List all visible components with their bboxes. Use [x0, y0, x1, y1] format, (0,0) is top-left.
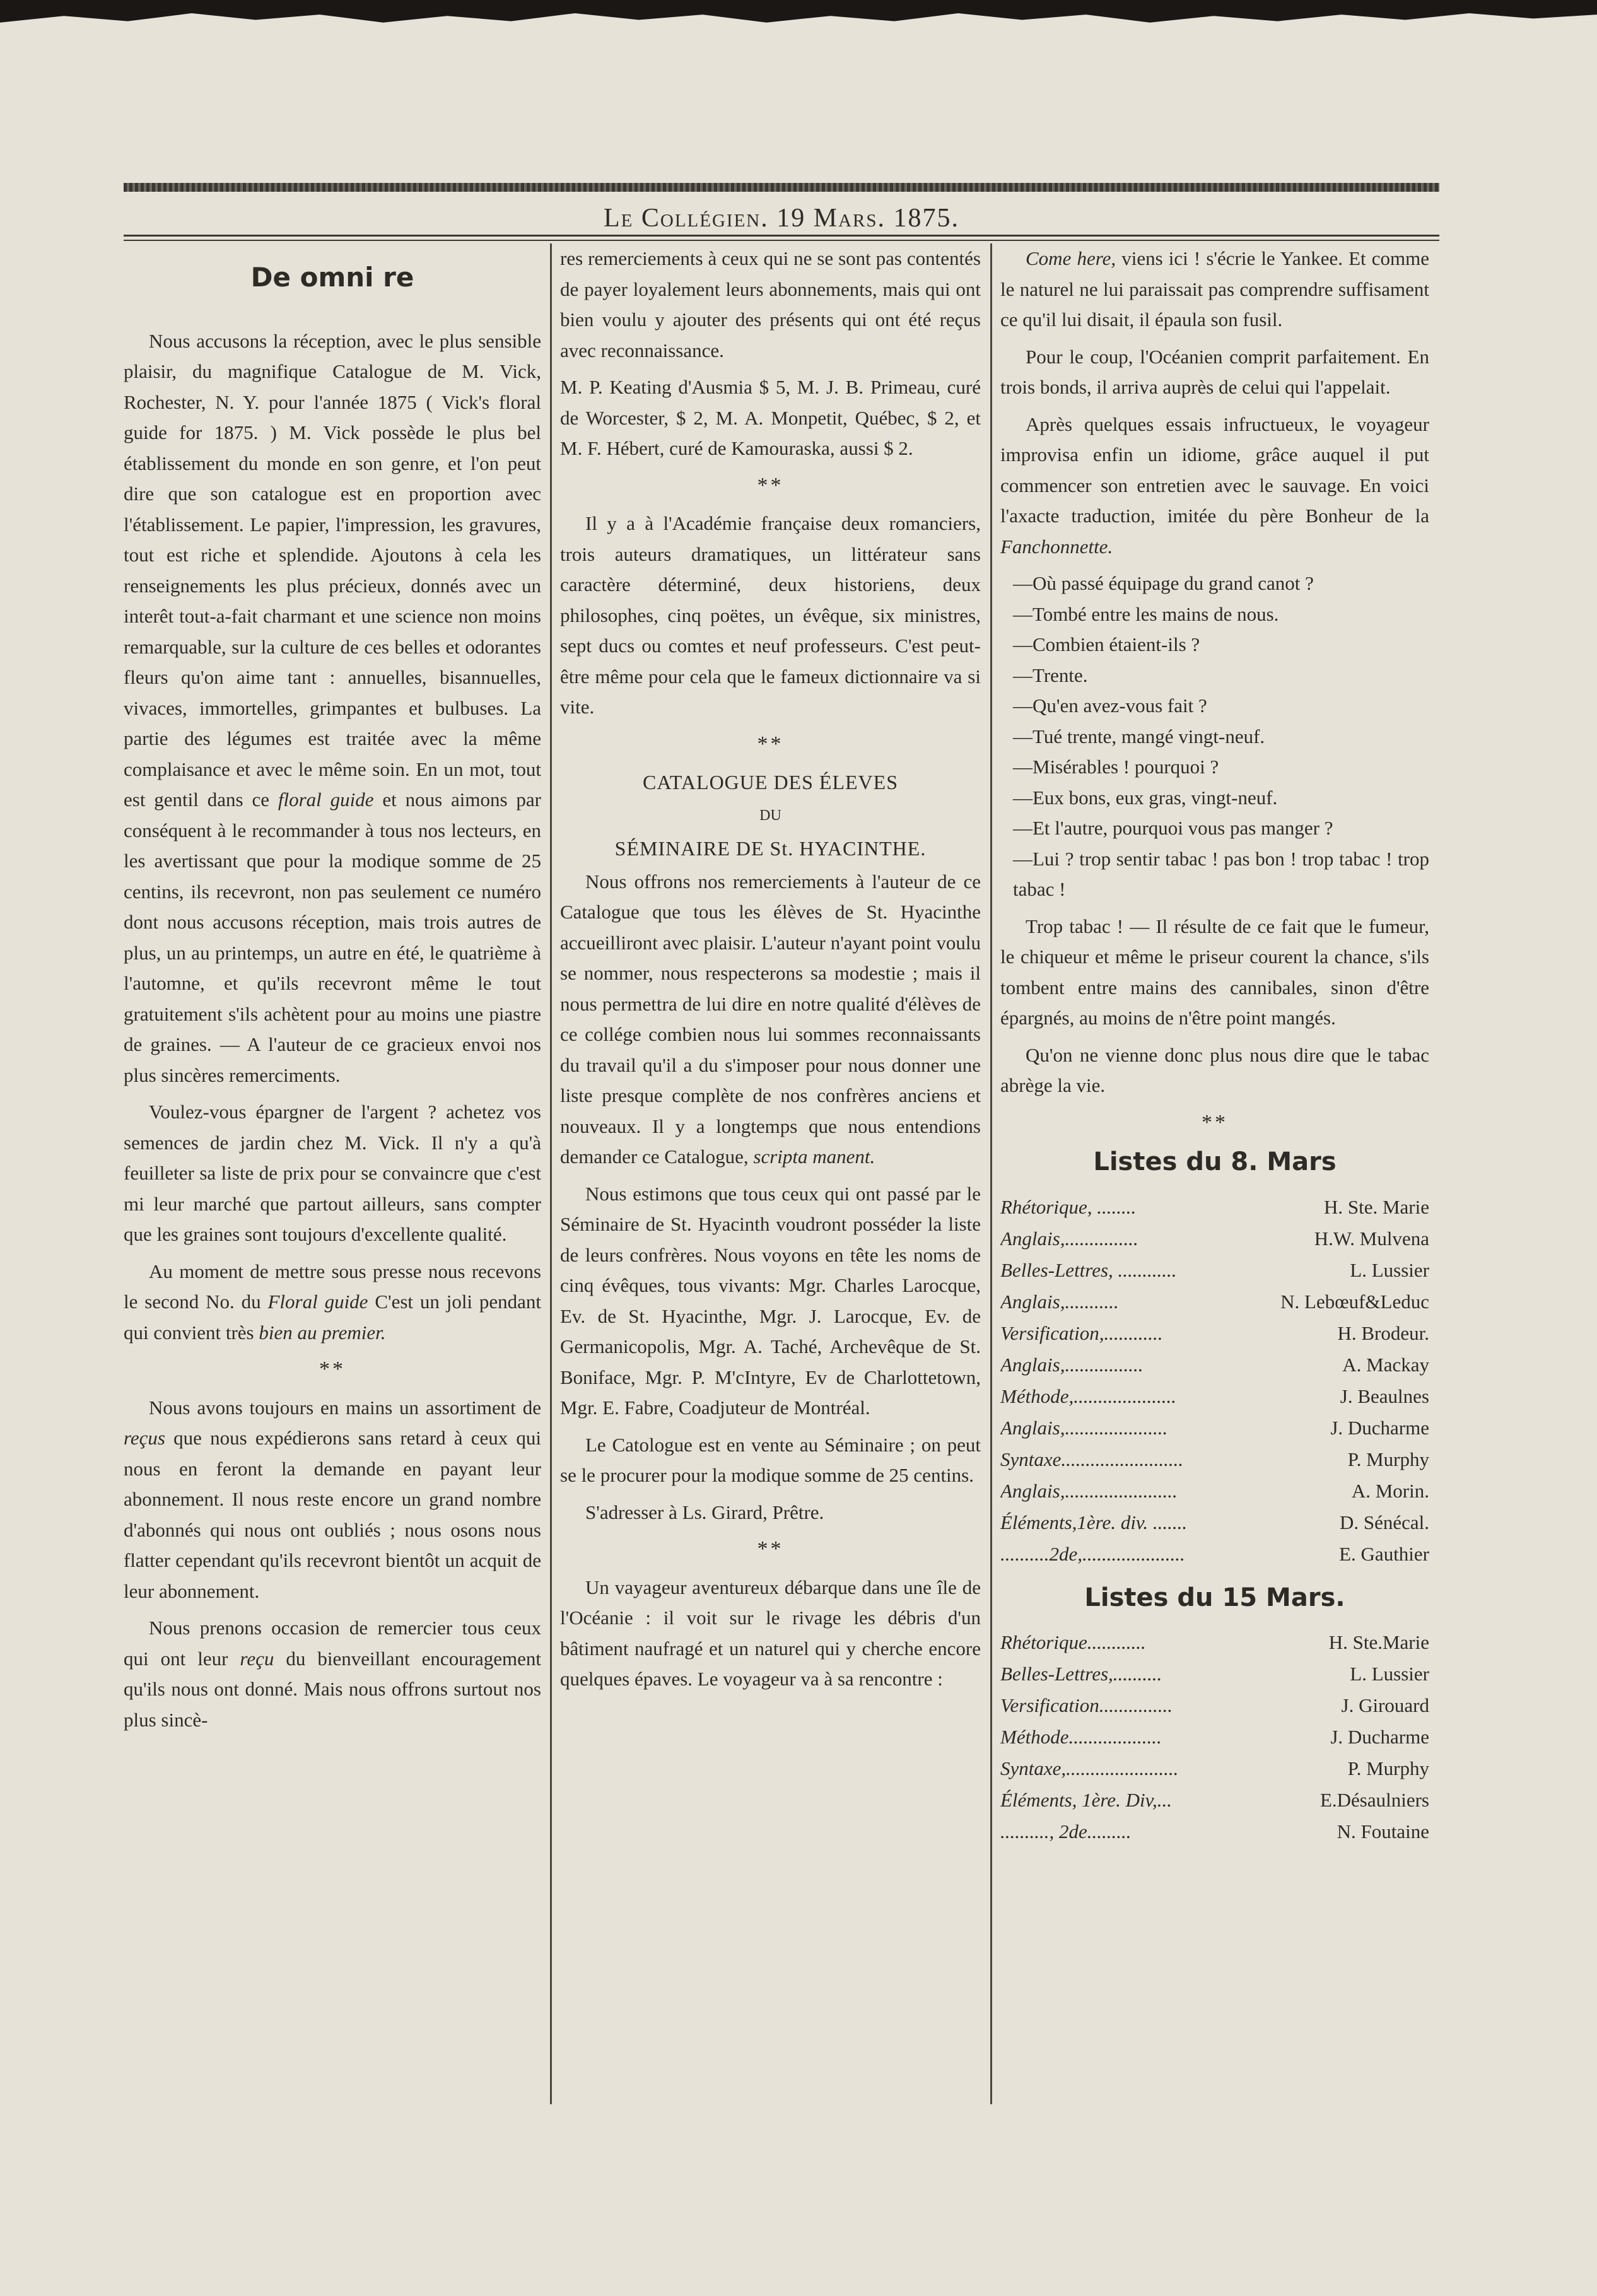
catalogue-title: CATALOGUE DES ÉLEVES — [643, 771, 898, 794]
list-row: Anglais,........... N. Lebœuf&Leduc — [1000, 1290, 1429, 1313]
list-row: Éléments,1ère. div. ....... D. Sénécal. — [1000, 1511, 1429, 1533]
section-divider-asterism: ** — [1202, 1110, 1228, 1134]
dialogue-line: —Eux bons, eux gras, vingt-neuf. — [1013, 786, 1278, 809]
dialogue-line: —Qu'en avez-vous fait ? — [1013, 694, 1207, 717]
paragraph: M. P. Keating d'Ausmia $ 5, M. J. B. Primeau, curé de Worcester, $ 2, M. A. Monpetit, Québec, $ 2, et M. F. Hébert, curé de Kamouraska, aussi $ 2. — [560, 376, 981, 459]
list-row: Belles-Lettres, ............ L. Lussier — [1000, 1258, 1429, 1281]
paragraph: Il y a à l'Académie française deux romanciers, trois auteurs dramatiques, un littérateur sans caractère déterminé, deux historiens, deux philosophes, cinq poëtes, un évêque, six ministres, sept ducs ou comtes et neuf professeurs. C'est peut-être même pour cela que le fameux dictionnaire va si vite. — [560, 512, 981, 718]
list-row: Versification,............ H. Brodeur. — [1000, 1321, 1429, 1344]
paragraph: Qu'on ne vienne donc plus nous dire que le tabac abrège la vie. — [1000, 1043, 1429, 1096]
article-headline: De omni re — [250, 262, 414, 293]
list-row: ..........2de,..................... E. Gauthier — [1000, 1542, 1429, 1565]
catalogue-subtitle: SÉMINAIRE DE St. HYACINTHE. — [614, 837, 927, 860]
honor-list-march-15 — [1000, 1627, 1429, 1848]
list-row: Éléments, 1ère. Div,... E.Désaulniers — [1000, 1789, 1429, 1811]
dialogue-line: —Tué trente, mangé vingt-neuf. — [1013, 725, 1265, 747]
list-heading: Listes du 8. Mars — [1093, 1147, 1337, 1176]
paragraph: Au moment de mettre sous presse nous recevons le second No. du Floral guide C'est un joli pendant qui convient très bien au premier. — [124, 1260, 541, 1344]
dialogue-line: —Lui ? trop sentir tabac ! pas bon ! trop tabac ! trop tabac ! — [1013, 847, 1429, 900]
paragraph: Le Catologue est en vente au Séminaire ; on peut se le procurer pour la modique somme de 25 centins. — [560, 1433, 981, 1486]
dialogue-line: —Trente. — [1013, 664, 1088, 686]
paragraph: Trop tabac ! — Il résulte de ce fait que le fumeur, le chiqueur et même le priseur courent la chance, s'ils tombent entre mains des cannibales, sinon d'être épargnés, au moins de n'être point mangés. — [1000, 915, 1429, 1029]
section-divider-asterism: ** — [757, 473, 784, 497]
column-2 — [560, 243, 981, 2104]
catalogue-title-du: DU — [759, 807, 781, 824]
dialogue — [1000, 568, 1429, 905]
paragraph: Un vayageur aventureux débarque dans une île de l'Océanie : il voit sur le rivage les débris d'un bâtiment naufragé et un naturel qui y cherche encore quelques épaves. Le voyageur va à sa rencontre : — [560, 1576, 981, 1690]
section-divider-asterism: ** — [757, 1537, 784, 1561]
list-row: Versification............... J. Girouard — [1000, 1694, 1429, 1716]
list-row: Syntaxe,....................... P. Murphy — [1000, 1757, 1429, 1779]
paragraph: Nous offrons nos remerciements à l'auteur de ce Catalogue que tous les élèves de St. Hyacinthe accueilliront avec plaisir. L'auteur n'ayant point voulu se nommer, nous respecterons sa modestie ; mais il nous permettra de lui dire en notre qualité d'élèves de ce collége combien nous lui sommes reconnaissants du travail qu'il a du s'imposer pour nous donner une liste presque complète de nos confrères anciens et nouveaux. Il y a longtemps que nous entendions demander ce Catalogue, scripta manent. — [560, 870, 981, 1168]
list-row: Belles-Lettres,.......... L. Lussier — [1000, 1663, 1429, 1685]
torn-page-edge — [0, 0, 1597, 26]
list-row: Méthode,..................... J. Beaulnes — [1000, 1385, 1429, 1407]
paragraph: res remerciements à ceux qui ne se sont pas contentés de payer loyalement leurs abonnements, mais qui ont bien voulu y ajouter des présents qui ont été reçus avec reconnaissance. — [560, 247, 981, 361]
masthead-double-rule — [124, 235, 1439, 241]
masthead-title: Le Collégien. 19 Mars. 1875. — [604, 204, 959, 233]
honor-list-march-8 — [1000, 1192, 1429, 1570]
paragraph: Pour le coup, l'Océanien comprit parfaitement. En trois bonds, il arriva auprès de celui qui l'appelait. — [1000, 345, 1429, 398]
column-separator — [550, 243, 552, 2104]
list-row: Anglais,............... H.W. Mulvena — [1000, 1227, 1429, 1250]
paragraph: S'adresser à Ls. Girard, Prêtre. — [585, 1501, 824, 1523]
column-separator — [990, 243, 992, 2104]
dialogue-line: —Où passé équipage du grand canot ? — [1013, 572, 1314, 594]
section-divider-asterism: ** — [319, 1357, 346, 1381]
list-row: Anglais,....................... A. Morin. — [1000, 1479, 1429, 1502]
list-row: .........., 2de......... N. Foutaine — [1000, 1820, 1429, 1842]
paragraph: Voulez-vous épargner de l'argent ? achetez vos semences de jardin chez M. Vick. Il n'y a qu'à feuilleter sa liste de prix pour se convaincre que c'est mi leur marché que partout ailleurs, sans compter que les graines sont toujours d'excellente qualité. — [124, 1101, 541, 1245]
list-heading: Listes du 15 Mars. — [1084, 1583, 1345, 1612]
section-divider-asterism: ** — [757, 732, 784, 756]
paragraph: Nous prenons occasion de remercier tous ceux qui ont leur reçu du bienveillant encouragement qu'ils nous ont donné. Mais nous offrons surtout nos plus sincè- — [124, 1617, 541, 1731]
list-row: Méthode................... J. Ducharme — [1000, 1726, 1429, 1748]
paragraph: Nous accusons la réception, avec le plus sensible plaisir, du magnifique Catalogue de M. Vick, Rochester, N. Y. pour l'année 1875 ( Vick's floral guide for 1875. ) M. Vick possède le plus bel établissement du monde en son genre, et l'on peut dire que son catalogue est en proportion avec l'établissement. Le papier, l'impression, les gravures, tout est riche et splendide. Ajoutons à cela les renseignements les plus précieux, donnés avec un interêt tout-a-fait charmant et une science non moins remarquable, sur la culture de ces belles et odorantes fleurs qu'on aime tant : annuelles, bisannuelles, vivaces, immortelles, grimpantes et bulbuses. La partie des légumes est traitée avec la même complaisance et avec le même soin. En un mot, tout est gentil dans ce floral guide et nous aimons par conséquent à le recommander à tous nos lecteurs, en les avertissant que pour la modique somme de 25 centins, ils recevront, non pas seulement ce numéro dont nous accusons réception, mais trois autres de plus, un au printemps, un autre en été, le quatrième à l'automne, et qu'ils recevront même le tout gratuitement s'ils achètent pour au moins une piastre de graines. — A l'auteur de ce gracieux envoi nos plus sincères remerciments. — [124, 329, 541, 1086]
dialogue-line: —Tombé entre les mains de nous. — [1013, 602, 1279, 625]
list-row: Rhétorique, ........ H. Ste. Marie — [1000, 1195, 1429, 1218]
column-3 — [1000, 243, 1429, 2104]
dialogue-line: —Et l'autre, pourquoi vous pas manger ? — [1013, 817, 1333, 839]
paragraph: Nous estimons que tous ceux qui ont passé par le Séminaire de St. Hyacinth voudront posséder la liste de leurs confrères. Nous voyons en tête les noms de cinq évêques, tous vivants: Mgr. Charles Larocque, Ev. de St. Hyacinthe, Mgr. J. Larocque, Ev. de Germanicopolis, Mgr. A. Taché, Archevêque de St. Boniface, Mgr. P. M'cIntyre, Ev de Charlottetown, Mgr. E. Fabre, Coadjuteur de Montréal. — [560, 1182, 981, 1419]
column-1 — [124, 243, 541, 2104]
dialogue-line: —Misérables ! pourquoi ? — [1013, 756, 1219, 778]
list-row: Anglais,................ A. Mackay — [1000, 1353, 1429, 1376]
dialogue-line: —Combien étaient-ils ? — [1013, 633, 1200, 655]
list-row: Syntaxe......................... P. Murphy — [1000, 1448, 1429, 1470]
list-row: Anglais,..................... J. Ducharme — [1000, 1416, 1429, 1439]
list-row: Rhétorique............ H. Ste.Marie — [1000, 1631, 1429, 1653]
masthead-ornamental-rule — [124, 183, 1439, 192]
newspaper-page — [124, 174, 1439, 2104]
paragraph: Come here, viens ici ! s'écrie le Yankee. Et comme le naturel ne lui paraissait pas comprendre suffisament ce qu'il lui disait, il épaula son fusil. — [1000, 247, 1429, 331]
paragraph: Nous avons toujours en mains un assortiment de reçus que nous expédierons sans retard à ceux qui nous en feront la demande en payant leur abonnement. Il nous reste encore un grand nombre d'abonnés qui nous ont oubliés ; nous osons nous flatter cependant qu'ils recevront bientôt un acquit de leur abonnement. — [124, 1396, 541, 1602]
paragraph: Après quelques essais infructueux, le voyageur improvisa enfin un idiome, grâce auquel il put commencer son entretien avec le sauvage. En voici l'axacte traduction, imitée du père Bonheur de la Fanchonnette. — [1000, 413, 1429, 558]
